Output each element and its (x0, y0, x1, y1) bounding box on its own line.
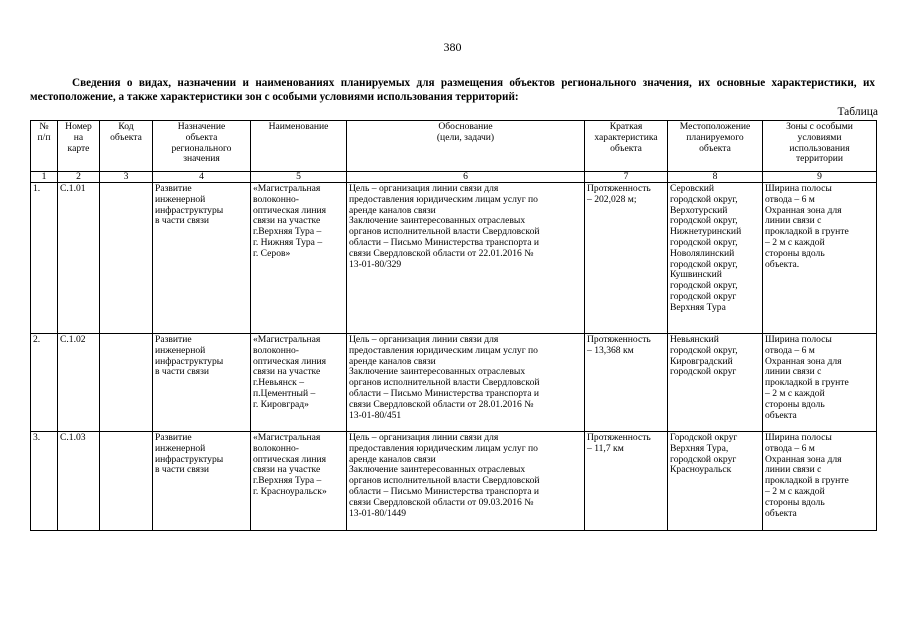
cell-location: Городской округ Верхняя Тура, городской округ Красноуральск (668, 432, 763, 531)
column-number: 2 (58, 172, 100, 183)
table-row (31, 432, 877, 531)
cell-map-number: С.1.01 (58, 183, 100, 334)
column-number: 7 (585, 172, 668, 183)
table-row (31, 183, 877, 334)
col-header-characteristic: Краткая характеристика объекта (585, 121, 668, 172)
col-header-num: № п/п (31, 121, 58, 172)
col-header-map-number: Номер на карте (58, 121, 100, 172)
cell-code (100, 432, 153, 531)
cell-zones: Ширина полосы отвода – 6 м Охранная зона для линии связи с прокладкой в грунте – 2 м с каждой стороны вдоль объекта. (763, 183, 877, 334)
cell-code (100, 334, 153, 432)
cell-name: «Магистральная волоконно- оптическая линия связи на участке г.Верхняя Тура – г. Красноуральск» (251, 432, 347, 531)
cell-code (100, 183, 153, 334)
cell-location: Серовский городской округ, Верхотурский городской округ, Нижнетуринский городской округ, Новолялинский городской округ, Кушвинский городской округ, городской округ Верхняя Тура (668, 183, 763, 334)
col-header-code: Код объекта (100, 121, 153, 172)
cell-justification: Цель – организация линии связи для предоставления юридическим лицам услуг по аренде каналов связи Заключение заинтересованных отраслевых органов исполнительной власти Свердловской области – Письмо Министерства транспорта и связи Свердловской области от 28.01.2016 № 13-01-80/451 (347, 334, 585, 432)
column-number: 5 (251, 172, 347, 183)
col-header-justification: Обоснование (цели, задачи) (347, 121, 585, 172)
cell-purpose: Развитие инженерной инфраструктуры в части связи (153, 183, 251, 334)
cell-num: 2. (31, 334, 58, 432)
cell-num: 3. (31, 432, 58, 531)
column-number: 3 (100, 172, 153, 183)
cell-purpose: Развитие инженерной инфраструктуры в части связи (153, 334, 251, 432)
cell-characteristic: Протяженность – 202,028 м; (585, 183, 668, 334)
col-header-zones: Зоны с особыми условиями использования территории (763, 121, 877, 172)
table-caption: Таблица (837, 106, 878, 118)
objects-table (30, 120, 877, 531)
cell-name: «Магистральная волоконно- оптическая линия связи на участке г.Невьянск – п.Цементный – г. Кировград» (251, 334, 347, 432)
col-header-purpose: Назначение объекта регионального значения (153, 121, 251, 172)
col-header-name: Наименование (251, 121, 347, 172)
column-number-row (31, 172, 877, 183)
document-heading: Сведения о видах, назначении и наименованиях планируемых для размещения объектов регионального значения, их основные характеристики, их местоположение, а также характеристики зон с особыми условиями использования территорий: (30, 77, 875, 103)
column-number: 4 (153, 172, 251, 183)
cell-purpose: Развитие инженерной инфраструктуры в части связи (153, 432, 251, 531)
column-number: 6 (347, 172, 585, 183)
table-row (31, 334, 877, 432)
column-number: 1 (31, 172, 58, 183)
header-row (31, 121, 877, 172)
cell-zones: Ширина полосы отвода – 6 м Охранная зона для линии связи с прокладкой в грунте – 2 м с каждой стороны вдоль объекта (763, 432, 877, 531)
cell-justification: Цель – организация линии связи для предоставления юридическим лицам услуг по аренде каналов связи Заключение заинтересованных отраслевых органов исполнительной власти Свердловской области – Письмо Министерства транспорта и связи Свердловской области от 22.01.2016 № 13-01-80/329 (347, 183, 585, 334)
column-number: 9 (763, 172, 877, 183)
cell-characteristic: Протяженность – 13,368 км (585, 334, 668, 432)
cell-map-number: С.1.03 (58, 432, 100, 531)
cell-justification: Цель – организация линии связи для предоставления юридическим лицам услуг по аренде каналов связи Заключение заинтересованных отраслевых органов исполнительной власти Свердловской области – Письмо Министерства транспорта и связи Свердловской области от 09.03.2016 № 13-01-80/1449 (347, 432, 585, 531)
cell-characteristic: Протяженность – 11,7 км (585, 432, 668, 531)
cell-location: Невьянский городской округ, Кировградский городской округ (668, 334, 763, 432)
cell-num: 1. (31, 183, 58, 334)
col-header-location: Местоположение планируемого объекта (668, 121, 763, 172)
cell-zones: Ширина полосы отвода – 6 м Охранная зона для линии связи с прокладкой в грунте – 2 м с каждой стороны вдоль объекта (763, 334, 877, 432)
column-number: 8 (668, 172, 763, 183)
cell-map-number: С.1.02 (58, 334, 100, 432)
cell-name: «Магистральная волоконно- оптическая линия связи на участке г.Верхняя Тура – г. Нижняя Тура – г. Серов» (251, 183, 347, 334)
page-number: 380 (443, 40, 462, 54)
